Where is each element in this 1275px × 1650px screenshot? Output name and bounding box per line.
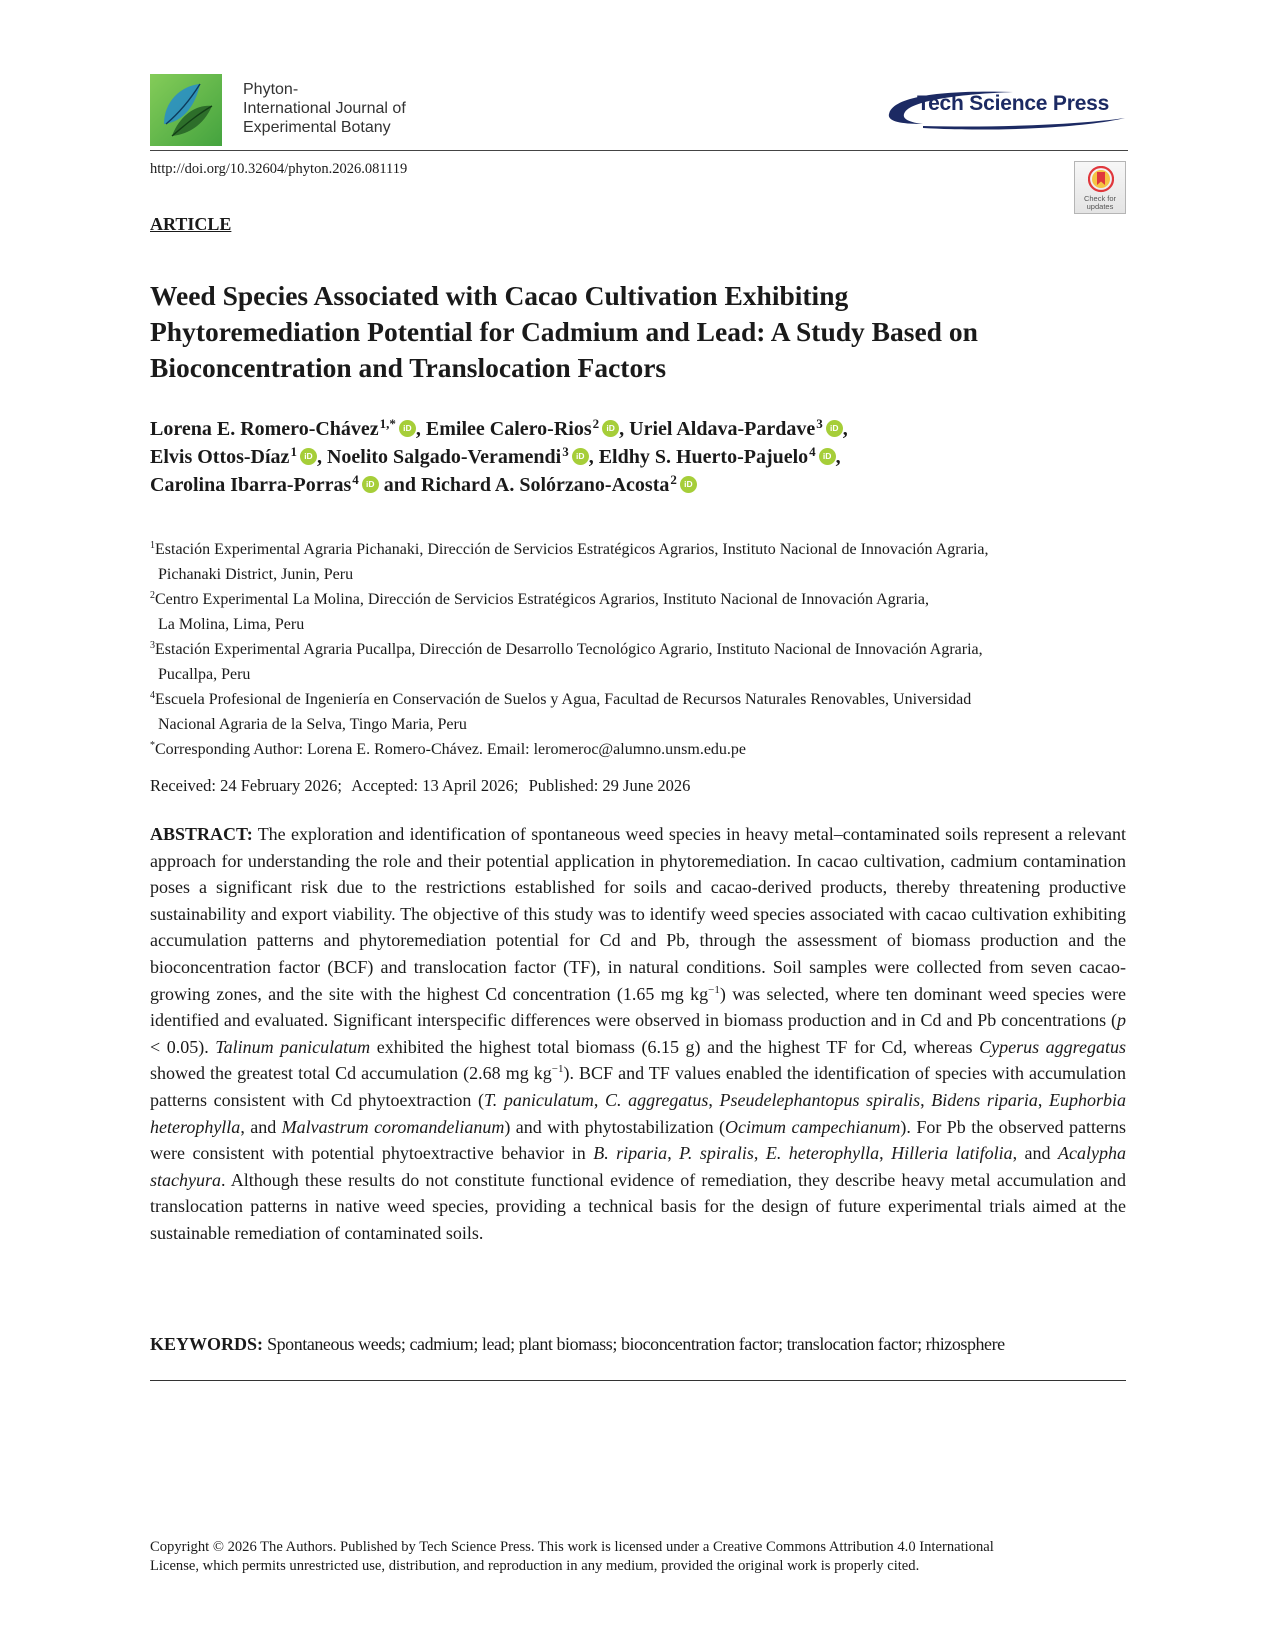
author-name: Emilee Calero-Rios — [425, 418, 592, 440]
orcid-icon[interactable] — [819, 448, 836, 465]
abstract-text-run: < 0.05). — [150, 1036, 216, 1057]
check-updates-label: updates — [1086, 202, 1114, 211]
paper-title — [150, 278, 1140, 386]
accepted-date: Accepted: 13 April 2026; — [351, 776, 519, 795]
affiliation — [150, 637, 1140, 687]
affiliation-text: Centro Experimental La Molina, Dirección de Servicios Estratégicos Agrarios, Instituto Nacional de Innovación Agraria, — [155, 591, 929, 608]
author-separator: , — [619, 418, 630, 440]
journal-name-line: International Journal of — [243, 100, 406, 117]
abstract-italic-term: Bidens riparia — [931, 1089, 1038, 1110]
abstract-text-run: , — [879, 1143, 892, 1164]
abstract-text-run: , and — [1012, 1143, 1059, 1164]
author-name: Lorena E. Romero-Chávez — [150, 418, 379, 440]
doi-link[interactable]: http://doi.org/10.32604/phyton.2026.081119 — [150, 161, 408, 177]
abstract-text-run: ) and with phytostabilization ( — [504, 1116, 726, 1137]
author-affiliation-number: 2 — [592, 416, 600, 431]
affiliation-number: 1 — [150, 540, 155, 551]
author-separator: , — [842, 418, 848, 440]
abstract-italic-term: Pseudelephantopus spiralis — [719, 1089, 921, 1110]
author-name: Richard A. Solórzano-Acosta — [421, 474, 670, 496]
author-name: Uriel Aldava-Pardave — [629, 418, 816, 440]
orcid-icon[interactable] — [826, 420, 843, 437]
abstract-italic-term: Ocimum campechianum — [725, 1116, 901, 1137]
author-line — [150, 444, 1140, 472]
author-line — [150, 472, 1140, 500]
affiliations — [150, 537, 1140, 762]
author-affiliation-number: 3 — [562, 444, 569, 459]
author-separator: , — [415, 418, 426, 440]
abstract-italic-term: B. riparia — [593, 1143, 668, 1164]
abstract-text-run: , — [753, 1143, 766, 1164]
affiliation — [150, 537, 1140, 587]
abstract-text-run: . Although these results do not constitute functional evidence of remediation, they describe heavy metal accumulation and translocation patterns in native weed species, providing a technical basis for the design of future experimental trials aimed at the sustainable remediation of contaminated soils. — [150, 1169, 1126, 1243]
abstract-italic-term: C. aggregatus — [604, 1089, 709, 1110]
abstract-text-run: , — [593, 1089, 605, 1110]
abstract-italic-term: Malvastrum coromandelianum — [281, 1116, 505, 1137]
author-separator: , — [835, 446, 841, 468]
title-line: Weed Species Associated with Cacao Cultivation Exhibiting — [150, 280, 849, 311]
abstract-text-run: , — [708, 1089, 720, 1110]
journal-logo — [150, 74, 222, 146]
orcid-icon[interactable] — [300, 448, 317, 465]
corresponding-author-text: Corresponding Author: Lorena E. Romero-Chávez. Email: leromeroc@alumno.unsm.edu.pe — [155, 741, 747, 758]
affiliation-text: Pichanaki District, Junin, Peru — [158, 566, 354, 583]
check-for-updates-button[interactable] — [1074, 161, 1126, 214]
affiliation-text: Estación Experimental Agraria Pucallpa, Dirección de Desarrollo Tecnológico Agrario, Instituto Nacional de Innovación Agraria, — [155, 641, 983, 658]
abstract-text-run: ) was selected, where ten dominant weed species were identified and evaluated. Significant interspecific differences were observed in biomass production and in Cd and Pb concentrations ( — [150, 983, 1126, 1031]
abstract-text-run: The exploration and identification of spontaneous weed species in heavy metal–contaminated soils represent a relevant approach for understanding the role and their potential application in phytoremediation. In cacao cultivation, cadmium contamination poses a significant risk due to the restrictions established for soils and cacao-derived products, thereby threatening productive sustainability and export viability. The objective of this study was to identify weed species associated with cacao cultivation exhibiting accumulation patterns and phytoremediation potential for Cd and Pb, through the assessment of biomass production and the bioconcentration factor (BCF) and translocation factor (TF), in natural conditions. Soil samples were collected from seven cacao-growing zones, and the site with the highest Cd concentration (1.65 mg kg — [150, 824, 1126, 1004]
affiliation-number: * — [150, 740, 155, 751]
author-affiliation-number: 3 — [816, 416, 823, 431]
abstract-text — [150, 824, 1126, 1243]
publisher-logo — [883, 88, 1128, 132]
abstract-text-run: , and — [240, 1116, 282, 1137]
affiliation-text: Escuela Profesional de Ingeniería en Conservación de Suelos y Agua, Facultad de Recursos Naturales Renovables, Universidad — [155, 691, 972, 708]
abstract-italic-term: Euphorbia heterophylla — [150, 1089, 1127, 1137]
affiliation-number: 2 — [150, 590, 155, 601]
abstract-text-run: showed the greatest total Cd accumulation (2.68 mg kg — [150, 1063, 552, 1084]
abstract-italic-term: p — [1117, 1010, 1126, 1031]
copyright-line: License, which permits unrestricted use, distribution, and reproduction in any medium, provided the original work is properly cited. — [150, 1558, 920, 1574]
abstract-italic-term: P. spiralis — [679, 1143, 754, 1164]
journal-name-line: Experimental Botany — [243, 119, 391, 136]
affiliation-number: 3 — [150, 640, 155, 651]
orcid-icon[interactable] — [362, 476, 379, 493]
affiliation — [150, 587, 1140, 637]
orcid-icon[interactable] — [399, 420, 416, 437]
received-date: Received: 24 February 2026; — [150, 776, 342, 795]
author-list — [150, 416, 1140, 500]
copyright-line: Copyright © 2026 The Authors. Published by Tech Science Press. This work is licensed under a Creative Commons Attribution 4.0 International — [150, 1539, 994, 1555]
affiliation-text: La Molina, Lima, Peru — [158, 616, 305, 633]
title-line: Phytoremediation Potential for Cadmium and Lead: A Study Based on — [150, 316, 978, 347]
journal-name-line: Phyton- — [243, 81, 299, 98]
abstract-text-run: , — [1037, 1089, 1050, 1110]
abstract-superscript: −1 — [551, 1063, 564, 1076]
abstract-italic-term: Talinum paniculatum — [215, 1036, 371, 1057]
bookmark-icon — [1088, 166, 1114, 194]
affiliation-text: Pucallpa, Peru — [158, 666, 251, 683]
abstract-superscript: −1 — [708, 983, 720, 996]
article-type-label: ARTICLE — [150, 214, 232, 234]
author-name: Noelito Salgado-Veramendi — [326, 446, 562, 468]
check-updates-label: Check for — [1083, 194, 1117, 203]
affiliation-number: 4 — [150, 690, 155, 701]
abstract-italic-term: T. paniculatum — [484, 1089, 594, 1110]
author-name: Elvis Ottos-Díaz — [150, 446, 290, 468]
author-affiliation-number: 1,* — [379, 416, 396, 431]
author-name: Carolina Ibarra-Porras — [150, 474, 352, 496]
author-affiliation-number: 4 — [352, 472, 359, 487]
affiliation-text: Nacional Agraria de la Selva, Tingo Maria, Peru — [158, 716, 467, 733]
affiliation-text: Estación Experimental Agraria Pichanaki, Dirección de Servicios Estratégicos Agrarios, Instituto Nacional de Innovación Agraria, — [155, 541, 989, 558]
author-affiliation-number: 1 — [290, 444, 297, 459]
abstract-label: ABSTRACT: — [150, 824, 253, 844]
orcid-icon[interactable] — [602, 420, 619, 437]
publication-dates — [150, 776, 696, 796]
orcid-icon[interactable] — [572, 448, 589, 465]
abstract — [150, 821, 1126, 1247]
abstract-text-run: ). BCF and TF values enabled the identification of species with accumulation patterns consistent with Cd phytoextraction ( — [150, 1063, 1126, 1110]
keywords — [150, 1334, 1126, 1355]
published-date: Published: 29 June 2026 — [528, 776, 691, 795]
author-affiliation-number: 4 — [809, 444, 816, 459]
author-line — [150, 416, 1140, 444]
author-separator: , — [316, 446, 327, 468]
abstract-text-run: exhibited the highest total biomass (6.15 g) and the highest TF for Cd, whereas — [370, 1036, 980, 1057]
section-divider — [150, 1380, 1126, 1381]
abstract-text-run: ). For Pb the observed patterns were consistent with potential phytoextractive behavior in — [150, 1116, 1126, 1164]
abstract-text-run: , — [667, 1143, 680, 1164]
author-name: Eldhy S. Huerto-Pajuelo — [598, 446, 809, 468]
copyright-notice — [150, 1538, 1126, 1576]
keywords-label: KEYWORDS: — [150, 1334, 264, 1354]
abstract-text-run: , — [920, 1089, 932, 1110]
abstract-italic-term: Cyperus aggregatus — [979, 1036, 1126, 1057]
header-divider — [150, 150, 1128, 151]
author-separator: and — [378, 474, 422, 496]
abstract-italic-term: Hilleria latifolia — [891, 1143, 1013, 1164]
abstract-italic-term: Acalypha stachyura — [150, 1143, 1126, 1190]
author-affiliation-number: 2 — [670, 472, 677, 487]
journal-name — [243, 80, 406, 137]
abstract-italic-term: E. heterophylla — [765, 1143, 880, 1164]
title-line: Bioconcentration and Translocation Factors — [150, 352, 667, 383]
keywords-text: Spontaneous weeds; cadmium; lead; plant biomass; bioconcentration factor; translocation factor; rhizosphere — [263, 1334, 1005, 1354]
author-separator: , — [588, 446, 599, 468]
publisher-name: Tech Science Press — [917, 92, 1110, 115]
orcid-icon[interactable] — [680, 476, 697, 493]
corresponding-author — [150, 737, 1140, 762]
affiliation — [150, 687, 1140, 737]
